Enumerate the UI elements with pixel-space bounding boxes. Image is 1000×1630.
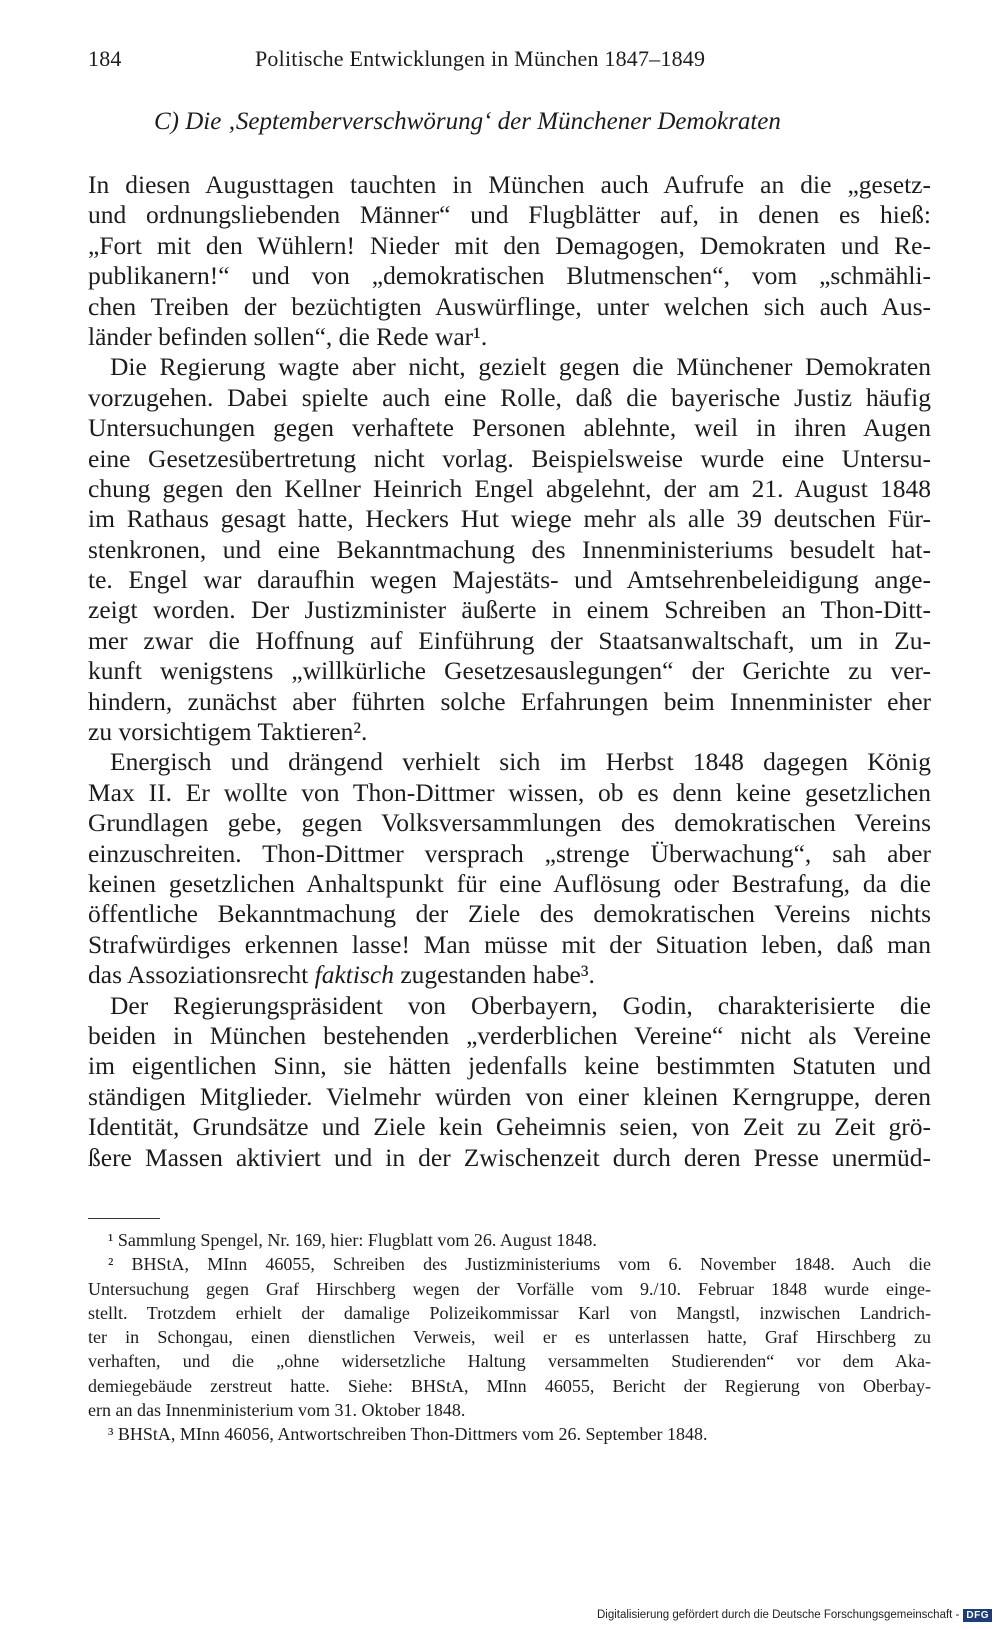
body-line: Max II. Er wollte von Thon-Dittmer wissen, ob es denn keine gesetzlichen	[88, 777, 931, 807]
body-line: chen Treiben der bezüchtigten Auswürflinge, unter welchen sich auch Aus-	[88, 291, 931, 321]
body-line: Identität, Grundsätze und Ziele kein Geheimnis seien, von Zeit zu Zeit grö-	[88, 1112, 931, 1142]
footnote-line: verhaften, und die „ohne widersetzliche Haltung versammelten Studierenden“ vor dem Aka-	[88, 1351, 931, 1372]
body-line: te. Engel war daraufhin wegen Majestäts- und Amtsehrenbeleidigung ange-	[88, 565, 931, 595]
footer-text: Digitalisierung gefördert durch die Deutsche Forschungsgemeinschaft -	[596, 1609, 960, 1621]
body-line: länder befinden sollen“, die Rede war¹.	[88, 321, 488, 351]
footnote-line: ter in Schongau, einen dienstlichen Verweis, weil er es unterlassen hatte, Graf Hirschberg zu	[88, 1327, 931, 1348]
body-line-start: das Assoziationsrecht	[88, 960, 315, 990]
footnote-line: stellt. Trotzdem erhielt der damalige Polizeikommissar Karl von Mangstl, inzwischen Landrich-	[88, 1302, 931, 1323]
body-line-mixed	[88, 960, 931, 990]
body-line: ßere Massen aktiviert und in der Zwischenzeit durch deren Presse unermüd-	[88, 1142, 931, 1172]
digitization-footer	[597, 1606, 992, 1624]
italic-word: faktisch	[314, 960, 394, 990]
section-title: C) Die ‚Septemberverschwörung‘ der Münchener Demokraten	[154, 108, 781, 135]
body-line: im Rathaus gesagt hatte, Heckers Hut wiege mehr als alle 39 deutschen Für-	[88, 504, 931, 534]
body-line: Strafwürdiges erkennen lasse! Man müsse mit der Situation leben, daß man	[88, 929, 931, 959]
body-line: In diesen Augusttagen tauchten in München auch Aufrufe an die „gesetz-	[88, 170, 931, 199]
page-number: 184	[88, 46, 122, 71]
footnote-line: ern an das Innenministerium vom 31. Oktober 1848.	[88, 1400, 466, 1421]
dfg-logo: DFG	[963, 1609, 992, 1622]
body-line-end: zugestanden habe³.	[393, 960, 595, 990]
footnote-line: demiegebäude zerstreut hatte. Siehe: BHStA, MInn 46055, Bericht der Regierung von Oberbay-	[88, 1375, 931, 1396]
body-line: Der Regierungspräsident von Oberbayern, Godin, charakterisierte die	[110, 990, 931, 1020]
page-header	[88, 46, 908, 82]
body-line: zu vorsichtigem Taktieren².	[88, 717, 368, 747]
body-line: hindern, zunächst aber führten solche Erfahrungen beim Innenminister eher	[88, 686, 931, 716]
body-line: chung gegen den Kellner Heinrich Engel abgelehnt, der am 21. August 1848	[88, 473, 931, 503]
body-line: stenkronen, und eine Bekanntmachung des Innenministeriums besudelt hat-	[88, 534, 931, 564]
body-line: Die Regierung wagte aber nicht, gezielt gegen die Münchener Demokraten	[110, 352, 931, 382]
footnote-line: ¹ Sammlung Spengel, Nr. 169, hier: Flugblatt vom 26. August 1848.	[108, 1230, 597, 1250]
footnote-line: ³ BHStA, MInn 46056, Antwortschreiben Thon-Dittmers vom 26. September 1848.	[108, 1424, 708, 1445]
body-text	[88, 170, 931, 1173]
body-line: einzuschreiten. Thon-Dittmer versprach „strenge Überwachung“, sah aber	[88, 838, 931, 868]
body-line: publikanern!“ und von „demokratischen Blutmenschen“, vom „schmähli-	[88, 261, 931, 291]
footnote-divider	[88, 1218, 160, 1219]
body-line: und ordnungsliebenden Männer“ und Flugblätter auf, in denen es hieß:	[88, 200, 931, 230]
body-line: kunft wenigstens „willkürliche Gesetzesauslegungen“ der Gerichte zu ver-	[88, 656, 931, 686]
footnote-line: ² BHStA, MInn 46055, Schreiben des Justizministeriums vom 6. November 1848. Auch die	[108, 1254, 931, 1275]
body-line: beiden in München bestehenden „verderblichen Vereine“ nicht als Vereine	[88, 1020, 931, 1050]
running-title: Politische Entwicklungen in München 1847–1849	[255, 46, 706, 71]
body-line: Grundlagen gebe, gegen Volksversammlungen des demokratischen Vereins	[88, 808, 931, 838]
body-line: ständigen Mitglieder. Vielmehr würden von einer kleinen Kerngruppe, deren	[88, 1081, 931, 1111]
body-line: Energisch und drängend verhielt sich im Herbst 1848 dagegen König	[110, 747, 931, 777]
body-line: zeigt worden. Der Justizminister äußerte in einem Schreiben an Thon-Ditt-	[88, 595, 931, 625]
body-line: mer zwar die Hoffnung auf Einführung der Staatsanwaltschaft, um in Zu-	[88, 625, 931, 655]
body-line: vorzugehen. Dabei spielte auch eine Rolle, daß die bayerische Justiz häufig	[88, 382, 931, 412]
body-line: Untersuchungen gegen verhaftete Personen ablehnte, weil in ihren Augen	[88, 413, 931, 443]
body-line: im eigentlichen Sinn, sie hätten jedenfalls keine bestimmten Statuten und	[88, 1051, 931, 1081]
body-line: öffentliche Bekanntmachung der Ziele des demokratischen Vereins nichts	[88, 899, 931, 929]
footnote-line: Untersuchung gegen Graf Hirschberg wegen der Vorfälle vom 9./10. Februar 1848 wurde einge-	[88, 1278, 931, 1299]
body-line: eine Gesetzesübertretung nicht vorlag. Beispielsweise wurde eine Untersu-	[88, 443, 931, 473]
body-line: „Fort mit den Wühlern! Nieder mit den Demagogen, Demokraten und Re-	[88, 230, 931, 260]
footnotes	[88, 1228, 931, 1447]
body-line: keinen gesetzlichen Anhaltspunkt für eine Auflösung oder Bestrafung, da die	[88, 868, 931, 898]
